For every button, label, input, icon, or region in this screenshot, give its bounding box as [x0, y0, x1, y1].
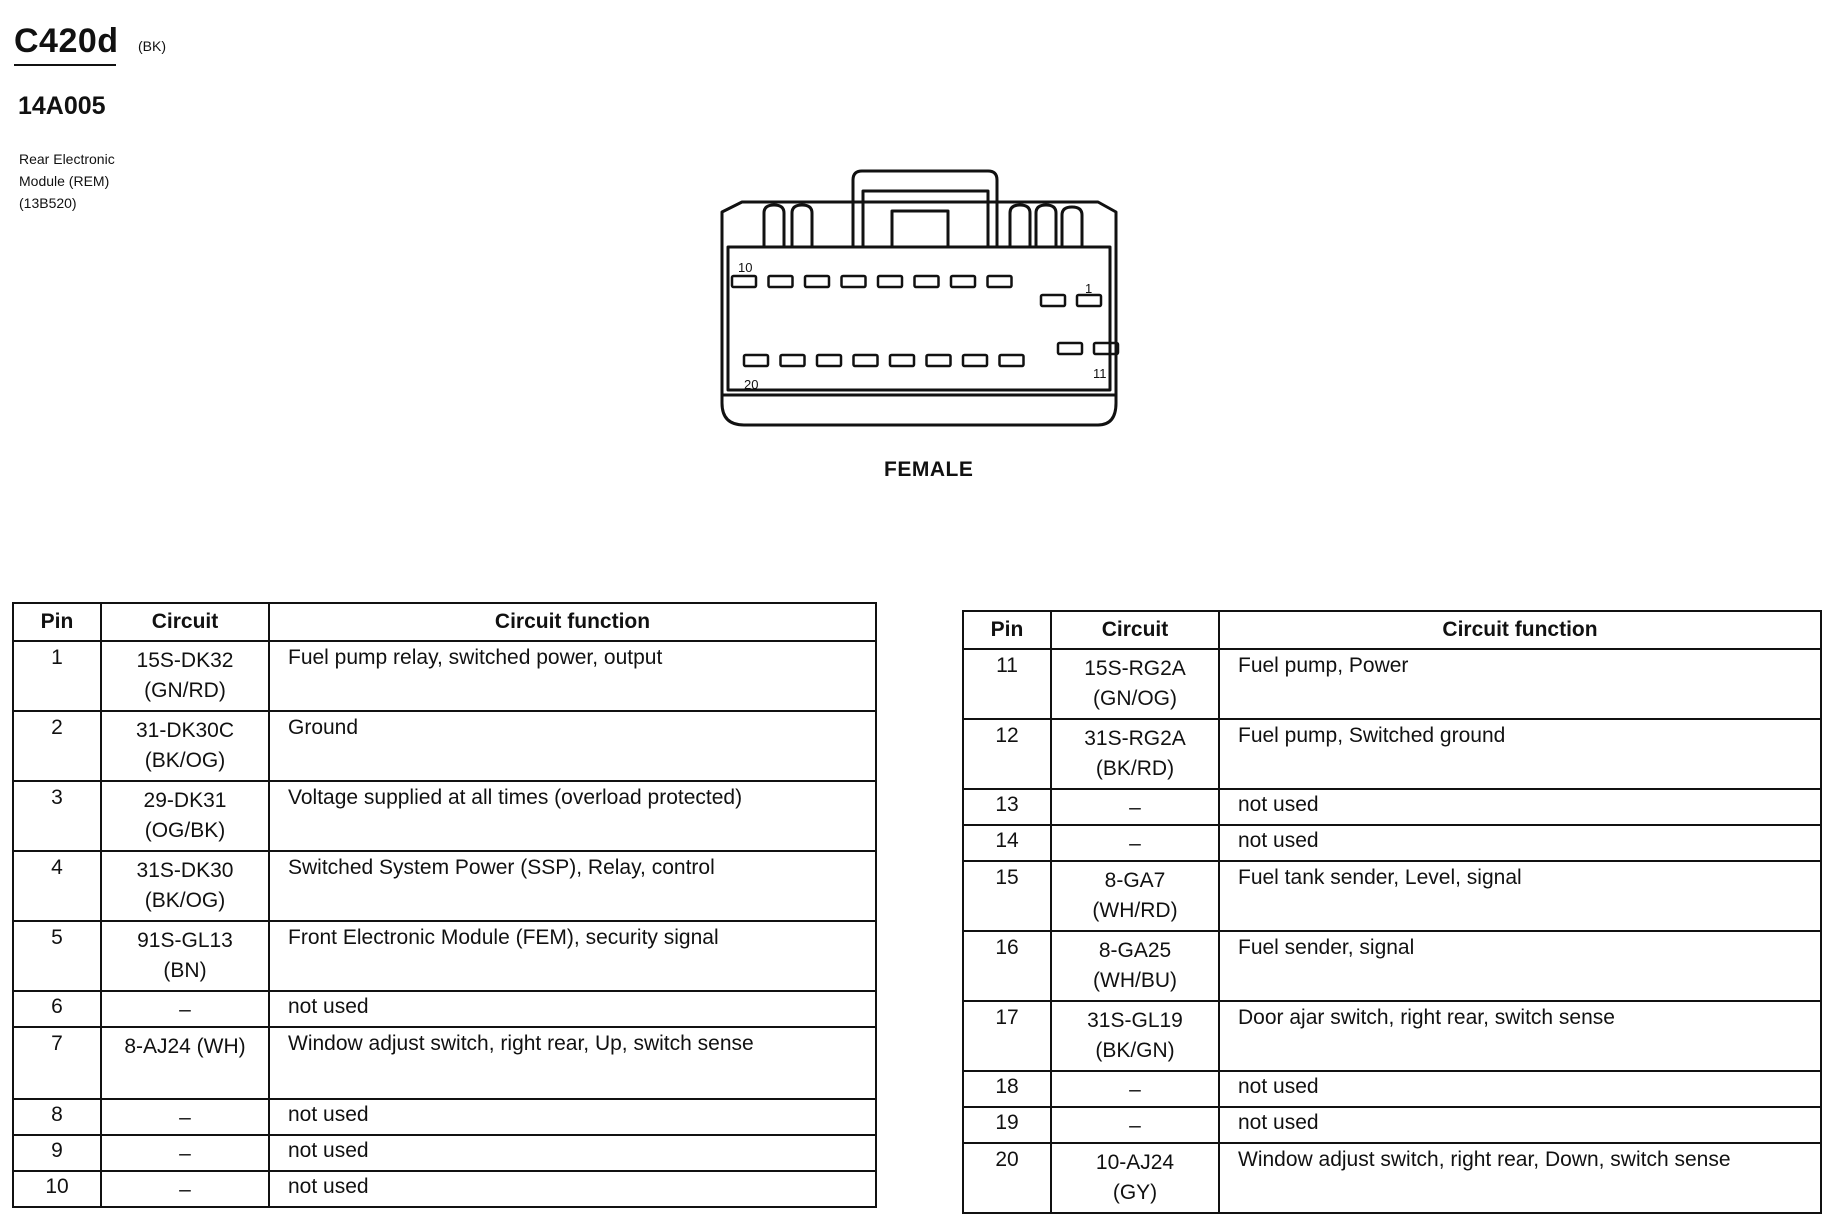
circuit-code: 31S-GL19	[1087, 1009, 1183, 1032]
circuit-function: not used	[269, 991, 876, 1027]
header-circuit: Circuit	[101, 603, 269, 641]
circuit-cell	[1051, 1001, 1219, 1071]
pin-number: 19	[963, 1107, 1051, 1143]
connector-inner-face	[728, 247, 1110, 390]
table-row	[963, 1143, 1821, 1213]
pin-cavity	[781, 355, 805, 366]
pin-cavity	[1000, 355, 1024, 366]
table-row	[13, 781, 876, 851]
circuit-code: –	[179, 1106, 191, 1129]
pin-cavity	[890, 355, 914, 366]
component-desc-line: (13B520)	[19, 195, 77, 211]
circuit-cell	[101, 711, 269, 781]
table-row	[963, 825, 1821, 861]
circuit-cell	[101, 1027, 269, 1099]
pin-number: 2	[13, 711, 101, 781]
pin-cavity	[927, 355, 951, 366]
pin-cavity	[1058, 343, 1082, 354]
left-rib	[764, 205, 784, 247]
connector-gender-label: FEMALE	[884, 458, 974, 481]
connector-face-diagram	[720, 165, 1130, 435]
circuit-function: Window adjust switch, right rear, Up, switch sense	[269, 1027, 876, 1099]
left-rib	[792, 205, 812, 247]
pin-number: 14	[963, 825, 1051, 861]
header-pin: Pin	[13, 603, 101, 641]
circuit-cell	[1051, 825, 1219, 861]
right-rib	[1062, 207, 1082, 247]
pin-label-10: 10	[738, 260, 753, 275]
circuit-cell	[1051, 1107, 1219, 1143]
circuit-function: Voltage supplied at all times (overload protected)	[269, 781, 876, 851]
wire-color: (GN/OG)	[1093, 687, 1177, 710]
pin-cavity	[842, 276, 866, 287]
circuit-cell	[1051, 719, 1219, 789]
wire-color: (BK/OG)	[144, 889, 226, 912]
header-circuit: Circuit	[1051, 611, 1219, 649]
pin-cavity	[915, 276, 939, 287]
wire-color: (WH/BU)	[1093, 969, 1177, 992]
circuit-function: not used	[269, 1171, 876, 1207]
pin-cavity	[769, 276, 793, 287]
circuit-cell	[101, 1099, 269, 1135]
pin-number: 8	[13, 1099, 101, 1135]
pin-number: 16	[963, 931, 1051, 1001]
circuit-cell	[101, 1171, 269, 1207]
circuit-code: 15S-DK32	[136, 649, 234, 672]
right-rib	[1010, 205, 1030, 247]
circuit-code: –	[179, 1142, 191, 1165]
pin-number: 20	[963, 1143, 1051, 1213]
circuit-function: Fuel tank sender, Level, signal	[1219, 861, 1821, 931]
right-rib	[1036, 205, 1056, 247]
pin-cavity	[854, 355, 878, 366]
circuit-cell	[101, 921, 269, 991]
circuit-cell	[101, 991, 269, 1027]
circuit-code: –	[1129, 832, 1141, 855]
table-row	[963, 719, 1821, 789]
circuit-code: –	[1129, 796, 1141, 819]
pin-number: 5	[13, 921, 101, 991]
circuit-cell	[1051, 861, 1219, 931]
cavity-row-top	[732, 276, 1101, 306]
table-row	[963, 1071, 1821, 1107]
pin-table-left	[12, 602, 877, 1208]
circuit-code: 29-DK31	[143, 789, 227, 812]
pin-number: 18	[963, 1071, 1051, 1107]
wire-color: (BK/OG)	[144, 749, 226, 772]
circuit-code: 31S-RG2A	[1084, 727, 1186, 750]
circuit-cell	[101, 781, 269, 851]
wire-color: (BK/RD)	[1095, 757, 1175, 780]
circuit-function: Fuel pump relay, switched power, output	[269, 641, 876, 711]
pin-number: 7	[13, 1027, 101, 1099]
circuit-function: not used	[1219, 789, 1821, 825]
circuit-cell	[101, 641, 269, 711]
circuit-code: 8-AJ24 (WH)	[124, 1035, 246, 1058]
locking-latch	[853, 171, 997, 247]
circuit-cell	[1051, 931, 1219, 1001]
circuit-code: 91S-GL13	[137, 929, 233, 952]
circuit-function: Fuel pump, Switched ground	[1219, 719, 1821, 789]
wire-color: (BN)	[163, 959, 207, 982]
circuit-function: Front Electronic Module (FEM), security signal	[269, 921, 876, 991]
circuit-code: 31-DK30C	[135, 719, 235, 742]
wire-color: (GY)	[1112, 1181, 1158, 1204]
pin-number: 1	[13, 641, 101, 711]
pin-number: 13	[963, 789, 1051, 825]
pin-label-11: 11	[1093, 366, 1107, 381]
table-row	[13, 921, 876, 991]
pin-label-20: 20	[744, 377, 759, 392]
circuit-function: not used	[269, 1099, 876, 1135]
wire-color: (OG/BK)	[144, 819, 226, 842]
circuit-function: not used	[1219, 825, 1821, 861]
circuit-function: not used	[269, 1135, 876, 1171]
pin-number: 9	[13, 1135, 101, 1171]
table-row	[13, 1027, 876, 1099]
circuit-cell	[101, 1135, 269, 1171]
table-row	[963, 1001, 1821, 1071]
pin-cavity	[1094, 343, 1118, 354]
connector-id: C420d	[14, 22, 119, 60]
pin-number: 15	[963, 861, 1051, 931]
wire-color: (BK/GN)	[1095, 1039, 1175, 1062]
circuit-cell	[1051, 649, 1219, 719]
pin-cavity	[1041, 295, 1065, 306]
circuit-cell	[1051, 1071, 1219, 1107]
pin-table-right	[962, 610, 1822, 1214]
circuit-function: Window adjust switch, right rear, Down, switch sense	[1219, 1143, 1821, 1213]
pin-cavity	[951, 276, 975, 287]
circuit-function: Fuel pump, Power	[1219, 649, 1821, 719]
circuit-function: Switched System Power (SSP), Relay, control	[269, 851, 876, 921]
table-row	[963, 931, 1821, 1001]
table-row	[13, 1171, 876, 1207]
table-row	[13, 641, 876, 711]
component-desc-line: Module (REM)	[19, 173, 110, 189]
circuit-code: 15S-RG2A	[1084, 657, 1186, 680]
pin-cavity	[1077, 295, 1101, 306]
pin-cavity	[817, 355, 841, 366]
circuit-cell	[101, 851, 269, 921]
latch-tab	[892, 211, 948, 247]
pin-number: 12	[963, 719, 1051, 789]
pin-cavity	[878, 276, 902, 287]
pin-cavity	[805, 276, 829, 287]
component-description	[19, 148, 115, 214]
component-desc-line: Rear Electronic	[19, 151, 115, 167]
table-header-row	[13, 603, 876, 641]
header-circuit-function: Circuit function	[1219, 611, 1821, 649]
circuit-cell	[1051, 1143, 1219, 1213]
circuit-code: –	[1129, 1114, 1141, 1137]
pin-cavity	[963, 355, 987, 366]
connector-id-underline	[14, 64, 116, 66]
header-circuit-function: Circuit function	[269, 603, 876, 641]
table-row	[13, 1135, 876, 1171]
circuit-function: not used	[1219, 1107, 1821, 1143]
pin-number: 4	[13, 851, 101, 921]
pin-number: 17	[963, 1001, 1051, 1071]
table-header-row	[963, 611, 1821, 649]
header-pin: Pin	[963, 611, 1051, 649]
circuit-code: 8-GA7	[1104, 869, 1166, 892]
table-row	[963, 1107, 1821, 1143]
circuit-code: –	[179, 998, 191, 1021]
table-row	[13, 711, 876, 781]
circuit-code: –	[179, 1178, 191, 1201]
circuit-code: 31S-DK30	[136, 859, 234, 882]
circuit-code: 8-GA25	[1098, 939, 1172, 962]
pin-cavity	[744, 355, 768, 366]
table-row	[13, 1099, 876, 1135]
wire-color: (WH/RD)	[1092, 899, 1178, 922]
table-row	[963, 861, 1821, 931]
circuit-code: 10-AJ24	[1095, 1151, 1175, 1174]
pin-label-1: 1	[1085, 281, 1093, 296]
pin-number: 6	[13, 991, 101, 1027]
connector-color: (BK)	[138, 38, 166, 54]
circuit-function: Ground	[269, 711, 876, 781]
table-row	[963, 649, 1821, 719]
pin-cavity	[732, 276, 756, 287]
table-row	[963, 789, 1821, 825]
circuit-cell	[1051, 789, 1219, 825]
pin-cavity	[988, 276, 1012, 287]
wire-color: (GN/RD)	[144, 679, 226, 702]
circuit-function: Door ajar switch, right rear, switch sense	[1219, 1001, 1821, 1071]
circuit-function: not used	[1219, 1071, 1821, 1107]
pin-number: 10	[13, 1171, 101, 1207]
circuit-function: Fuel sender, signal	[1219, 931, 1821, 1001]
table-row	[13, 991, 876, 1027]
circuit-code: –	[1129, 1078, 1141, 1101]
table-row	[13, 851, 876, 921]
locking-latch-inner	[863, 191, 988, 247]
pin-number: 11	[963, 649, 1051, 719]
part-number: 14A005	[18, 92, 106, 120]
cavity-row-bottom	[744, 343, 1118, 366]
pin-number: 3	[13, 781, 101, 851]
